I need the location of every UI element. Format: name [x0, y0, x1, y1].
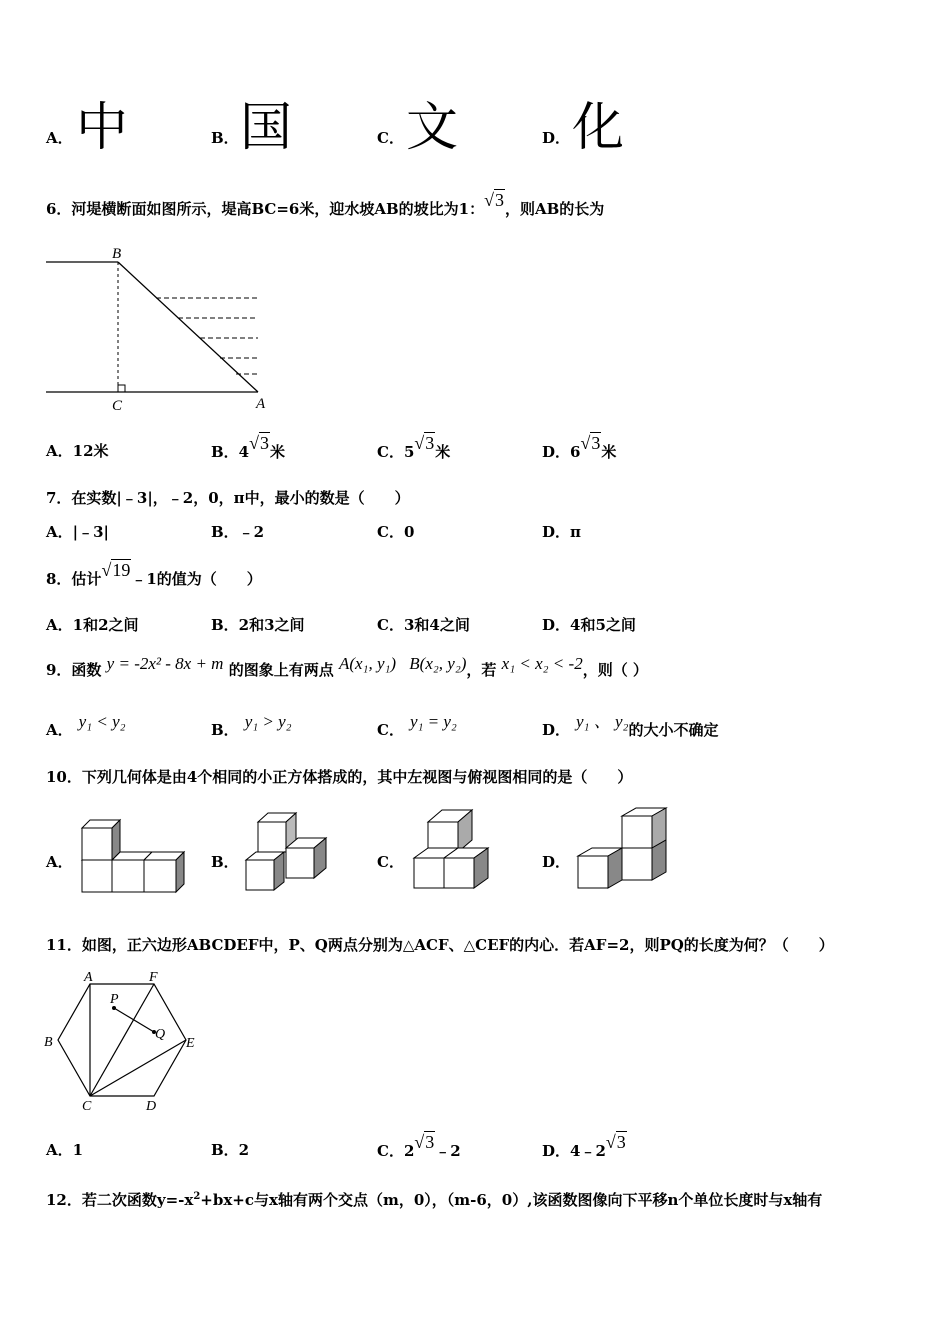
q6-option-d-label: D．6 — [542, 443, 581, 461]
q5-option-a-label: A． — [46, 129, 73, 147]
q12-stem — [46, 1187, 822, 1210]
q11-label-q: Q — [155, 1027, 166, 1042]
q6-embankment-figure — [40, 242, 280, 414]
q12-stem-prefix: 12．若二次函数y=-x — [46, 1191, 194, 1209]
q5-option-c-label: C． — [377, 129, 404, 147]
q6-option-d-sqrt: √3 — [580, 433, 601, 453]
q6-label-a: A — [256, 396, 266, 412]
q6-option-b-label: B．4 — [211, 443, 250, 461]
q8-option-d: D．4和5之间 — [542, 616, 636, 634]
q8-stem — [46, 560, 262, 589]
q5-option-c-char: 文 — [406, 98, 459, 158]
q11-option-a: A．1 — [46, 1141, 84, 1159]
q5-option-b-label: B． — [211, 129, 239, 147]
q6-option-b-sqrt: √3 — [249, 433, 270, 453]
q8-option-b: B．2和3之间 — [211, 616, 305, 634]
q11-hexagon-figure — [40, 966, 210, 1116]
q11-option-c-radicand: 3 — [425, 1132, 435, 1152]
q9-option-d-suffix: 的大小不确定 — [628, 721, 719, 739]
q9-option-d — [542, 712, 719, 740]
q9-option-a — [46, 712, 126, 740]
q9-point-a: A(x₁, y₁) — [338, 654, 397, 673]
q5-option-b-char: 国 — [240, 98, 293, 158]
q11-label-e: E — [186, 1036, 195, 1051]
q11-option-d-radicand: 3 — [616, 1132, 626, 1152]
q9-stem — [46, 654, 648, 680]
q6-option-d — [542, 433, 617, 462]
q11-label-f: F — [149, 970, 158, 985]
q8-stem-prefix: 8．估计 — [46, 570, 102, 588]
q6-stem — [46, 190, 605, 219]
q10-option-d-label: D． — [542, 853, 571, 871]
q11-option-d — [542, 1132, 627, 1161]
q6-option-d-unit: 米 — [601, 443, 617, 461]
q5-option-a-char: 中 — [76, 98, 129, 158]
q6-option-a: A．12米 — [46, 442, 109, 460]
q11-option-c-prefix: C．2 — [377, 1142, 415, 1160]
q5-option-d-char: 化 — [572, 98, 625, 158]
q9-option-c-expr: y₁ = y₂ — [409, 712, 457, 731]
q6-sqrt: √3 — [484, 190, 504, 210]
q12-stem-suffix: +bx+c与x轴有两个交点（m，0），（m-6，0）,该函数图像向下平移n个单位长度时与x轴有 — [200, 1191, 823, 1209]
q11-label-a: A — [84, 970, 93, 985]
q10-option-a-label: A． — [46, 853, 73, 871]
q10-stem: 10．下列几何体是由4个相同的小正方体搭成的，其中左视图与俯视图相同的是（ ） — [46, 768, 633, 786]
q9-option-c — [377, 712, 457, 740]
q10-option-b-label: B． — [211, 853, 239, 871]
q9-stem-end: ，则（ ） — [582, 661, 648, 679]
q9-option-a-expr: y₁ < y₂ — [78, 712, 126, 731]
q9-stem-mid: 的图象上有两点 — [228, 661, 334, 679]
q5-option-d-label: D． — [542, 129, 571, 147]
q9-function: y = -2x² - 8x + m — [106, 654, 224, 673]
q9-option-d-label: D． — [542, 721, 571, 739]
q6-stem-suffix: ，则AB的长为 — [504, 200, 605, 218]
q9-option-d-expr: y₁ 、 y₂ — [576, 712, 629, 731]
q6-option-c — [377, 433, 451, 462]
q8-stem-suffix: ﹣1的值为（ ） — [131, 570, 262, 588]
q10-option-b-figure — [242, 810, 336, 896]
q9-stem-prefix: 9．函数 — [46, 661, 102, 679]
q8-sqrt-radicand: 19 — [112, 560, 131, 580]
q8-sqrt: √19 — [101, 560, 131, 580]
q6-option-b-unit: 米 — [270, 443, 286, 461]
q9-option-a-label: A． — [46, 721, 73, 739]
q10-option-c-figure — [410, 806, 500, 896]
q6-option-c-unit: 米 — [435, 443, 451, 461]
q11-option-d-sqrt: √3 — [605, 1132, 626, 1152]
q6-option-c-sqrt: √3 — [414, 433, 435, 453]
q11-option-d-prefix: D．4﹣2 — [542, 1142, 606, 1160]
q6-option-b-radicand: 3 — [260, 433, 270, 453]
q7-option-b: B．﹣2 — [211, 523, 265, 541]
q9-stem-if: ，若 — [466, 661, 497, 679]
q12-stem-sup: 2 — [193, 1191, 201, 1202]
q11-label-d: D — [146, 1099, 157, 1114]
q6-option-d-radicand: 3 — [591, 433, 601, 453]
q11-label-p: P — [110, 992, 119, 1007]
q8-option-c: C．3和4之间 — [377, 616, 470, 634]
q6-sqrt-radicand: 3 — [494, 190, 504, 210]
q6-option-c-label: C．5 — [377, 443, 415, 461]
q11-label-c: C — [82, 1099, 92, 1114]
q7-option-a: A．|﹣3| — [46, 523, 109, 541]
q9-option-b — [211, 712, 292, 740]
q7-option-d: D．π — [542, 523, 581, 541]
q9-point-b: B(x₂, y₂) — [409, 654, 467, 673]
q10-option-a-figure — [78, 816, 198, 896]
q11-stem: 11．如图，正六边形ABCDEF中，P、Q两点分别为△ACF、△CEF的内心．若AF=2，则PQ的长度为何？（ ） — [46, 936, 834, 954]
q11-option-c-sqrt: √3 — [414, 1132, 435, 1152]
q6-option-c-radicand: 3 — [425, 433, 435, 453]
q10-option-c-label: C． — [377, 853, 404, 871]
q11-option-b: B．2 — [211, 1141, 250, 1159]
q11-option-c-suffix: ﹣2 — [435, 1142, 461, 1160]
q7-option-c: C．0 — [377, 523, 415, 541]
q6-option-b — [211, 433, 286, 462]
q11-option-c — [377, 1132, 461, 1161]
q9-condition: x₁ < x₂ < -2 — [501, 654, 583, 673]
q6-label-b: B — [112, 246, 122, 262]
q9-option-b-expr: y₁ > y₂ — [244, 712, 292, 731]
q6-stem-prefix: 6．河堤横断面如图所示，堤高BC=6米，迎水坡AB的坡比为1： — [46, 200, 485, 218]
q9-option-b-label: B． — [211, 721, 239, 739]
q6-label-c: C — [112, 398, 123, 414]
q9-option-c-label: C． — [377, 721, 404, 739]
q11-label-b: B — [44, 1035, 53, 1050]
q10-option-d-figure — [574, 806, 674, 896]
q8-option-a: A．1和2之间 — [46, 616, 139, 634]
q7-stem: 7．在实数|﹣3|，﹣2，0，π中，最小的数是（ ） — [46, 489, 410, 507]
